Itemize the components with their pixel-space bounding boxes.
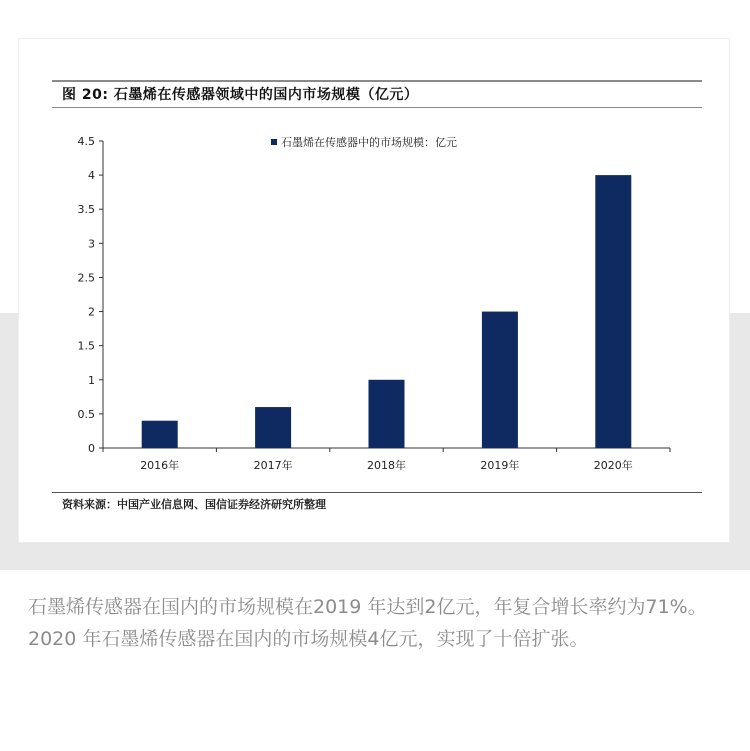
y-tick-label: 3.5 — [77, 203, 95, 217]
y-tick-label: 1.5 — [77, 339, 95, 353]
y-tick-label: 0.5 — [77, 407, 95, 421]
bar — [482, 312, 518, 448]
y-tick-label: 0 — [88, 442, 95, 455]
figure-title: 图 20: 石墨烯在传感器领域中的国内市场规模（亿元） — [62, 87, 419, 103]
y-tick-label: 2.5 — [77, 271, 95, 285]
x-tick-label: 2019年 — [480, 459, 520, 472]
y-tick-label: 2 — [88, 305, 95, 319]
bar — [142, 421, 178, 448]
bar — [369, 380, 405, 448]
figure-source: 资料来源：中国产业信息网、国信证券经济研究所整理 — [62, 498, 326, 511]
y-tick-label: 4.5 — [77, 135, 95, 148]
bar — [595, 175, 631, 448]
y-tick-label: 1 — [88, 373, 95, 387]
y-tick-label: 3 — [88, 237, 95, 251]
x-tick-label: 2016年 — [140, 459, 180, 472]
caption-text: 石墨烯传感器在国内的市场规模在2019 年达到2亿元，年复合增长率约为71%。2020 年石墨烯传感器在国内的市场规模4亿元，实现了十倍扩张。 — [28, 596, 707, 650]
legend-swatch — [271, 139, 277, 145]
bar — [255, 407, 291, 448]
x-tick-label: 2020年 — [593, 459, 633, 472]
legend-label: 石墨烯在传感器中的市场规模：亿元 — [281, 136, 457, 149]
x-tick-label: 2017年 — [253, 459, 293, 472]
x-tick-label: 2018年 — [367, 459, 406, 472]
source-rule — [52, 492, 702, 493]
y-tick-label: 4 — [88, 169, 95, 183]
